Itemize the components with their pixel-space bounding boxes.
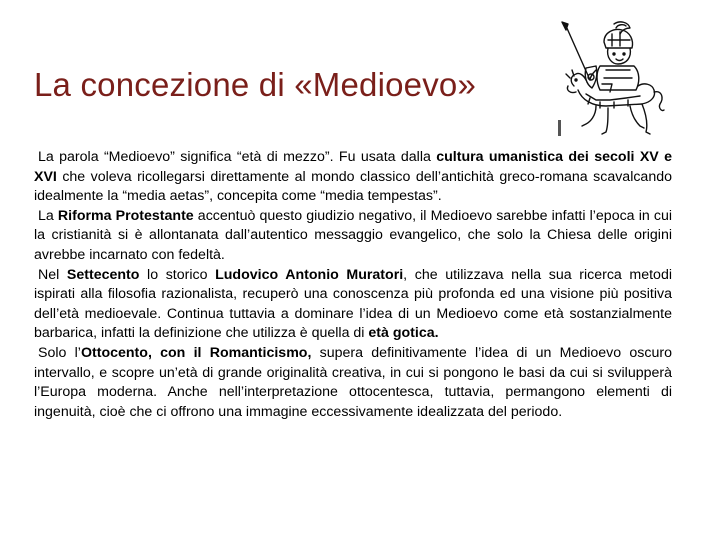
paragraph-3-text: Nel	[38, 266, 67, 283]
paragraph-3-bold: Ludovico Antonio Muratori	[215, 266, 404, 283]
paragraph-1-text: La parola “Medioevo” significa “età di mezzo”. Fu usata dalla	[38, 149, 437, 165]
paragraph-4-text: Solo l’	[38, 344, 81, 361]
paragraph-1-bold: cultura umanistica dei secoli XV e XVI	[34, 149, 672, 185]
paragraph-3-bold: Settecento	[66, 266, 140, 283]
slide-title: La concezione di «Medioevo»	[34, 66, 477, 104]
paragraph-4-text: supera definitivamente l’idea di un Medioevo oscuro intervallo, e scopre un’età di grande originalità creativa, in cui si pongono le basi da cui si svilupperà l’Europa moderna. Anche nell’interpretazione ottocentesca, tuttavia, permangono elementi di ingenuità, cioè che ci offrono una immagine eccessivamente idealizzata del periodo.	[34, 344, 672, 420]
paragraph-3-bold: età gotica.	[368, 325, 439, 342]
paragraph-2-bold: Riforma Protestante	[57, 207, 194, 224]
body-text	[34, 148, 672, 422]
paragraph-4-bold: Ottocento, con il Romanticismo,	[80, 344, 312, 361]
paragraph-2-text: accentuò questo giudizio negativo, il Medioevo sarebbe infatti l’epoca in cui la cristianità si è allontanata dall’autentico messaggio evangelico, che solo la Chiesa delle origini avrebbe incarnato con fedeltà.	[34, 207, 672, 263]
paragraph-1	[34, 148, 672, 207]
paragraph-3-text: lo storico	[139, 266, 216, 283]
paragraph-3-text: , che utilizzava nella sua ricerca metodi ispirati alla filosofia razionalista, recuperò una conoscenza più profonda ed una visione più positiva dell’età medioevale. Continua tuttavia a dominare l’idea di un Medioevo come età sostanzialmente barbarica, infatti la definizione che utilizza è quella di	[34, 266, 672, 342]
paragraph-1-text: che voleva ricollegarsi direttamente al mondo classico dell’antichità greco-romana scavalcando idealmente la “media aetas”, concepita come “media tempestas”.	[34, 168, 672, 205]
medieval-knight-on-horse-icon	[556, 20, 668, 142]
paragraph-3	[34, 266, 672, 344]
paragraph-2-text: La	[38, 207, 58, 224]
paragraph-4	[34, 344, 672, 422]
paragraph-2	[34, 207, 672, 266]
